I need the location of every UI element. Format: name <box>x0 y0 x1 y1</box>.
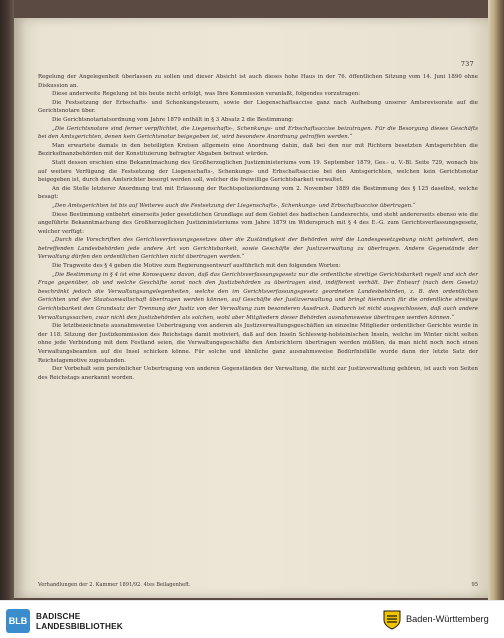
book-page <box>14 18 492 598</box>
blb-logo-icon[interactable] <box>6 609 30 633</box>
library-name-line1[interactable]: BADISCHE <box>36 612 81 621</box>
book-spine <box>0 0 14 600</box>
body-paragraph: „Die Gerichtsnotare sind ferner verpflichtet, die Liegenschafts-, Schenkungs- und Erbschaftsaccise beizutragen. Für die Besorgung dieses Geschäfts bei den Amtsgerichten, denen kein Gerichtsnotar beigegeben ist, wird besondere Anordnung getroffen werden.“ <box>38 125 478 141</box>
partner-name[interactable]: Baden-Württemberg <box>406 614 489 624</box>
body-paragraph: Die letztbezeichnete ausnahmsweise Uebertragung von anderen als Justizverwaltungsgeschäften an einzelne Mitglieder ordentlicher Gerichte wurde in der 118. Sitzung der Justizkommission des Reichstags damit motiviert, daß auf den Inseln Schleswig-holsteinischen Inseln, welche im Winter nicht selten ohne jede Verbindung mit dem Festland seien, die Verwaltungsgeschäfte den Amtsrichtern übertragen werden müßten, da man nicht noch noch einen Verwaltungsbeamten auf die Insel schicken könne. Für solche und ähnliche ganz ausnahmsweise Bedürfnisfälle wurde dann der letzte Satz der Reichstagsmotive zugestanden. <box>38 323 478 364</box>
blb-logo-text: BLB <box>8 616 28 626</box>
body-paragraph: „Durch die Vorschriften des Gerichtsverfassungsgesetzes über die Zuständigkeit der Behörden wird die Landesgesetzgebung nicht gehindert, den betreffenden Landesbehörden jede andere Art von Gerichtsbarkeit, sowie Geschäfte der Justizverwaltung zu übertragen. Andere Gegenstände der Verwaltung dürfen den ordentlichen Gerichten nicht übertragen werden.“ <box>38 237 478 261</box>
body-paragraph: Regelung der Angelegenheit überlassen zu sollen und dieser Absicht ist auch dieses hohe Haus in der 76. öffentlichen Sitzung vom 14. Juni 1890 ohne Diskussion an. <box>38 74 478 89</box>
body-paragraph: Man erwartete damals in den beteiligten Kreisen allgemein eine Anordnung dahin, daß bei den nur mit Richtern besetzten Amtsgerichten die Bezirksfinanzbehörden mit der Konstituierung befragter Abgaben betraut würden. <box>38 142 478 158</box>
body-paragraph: Diese Bestimmung entbehrt einerseits jeder gesetzlichen Grundlage auf dem Gebiet des badischen Landesrechts, und steht andererseits ebenso wie die angeführte Bekanntmachung des Großherzoglichen Justizministeriums vom Jahre 1879 im Widerspruch mit § 4 des E.-G. zum Gerichtsverfassungsgesetz, welcher verfügt: <box>38 211 478 235</box>
baden-wuerttemberg-crest-icon[interactable] <box>382 609 402 631</box>
body-paragraph: Statt dessen erschien eine Bekanntmachung des Großherzoglichen Justizministeriums vom 19. September 1879, Ges.- u. V.-Bl. Seite 729, wonach bis auf weitere Verfügung die Festsetzung der Liegenschafts-, Schenkungs- und Erbschaftsaccise bei den Amtsgerichten, welchen kein Gerichtsnotar beigegeben ist, durch den Amtsrichter besorgt werden soll, welcher die freiwillige Gerichtsbarkeit verwaltet. <box>38 159 478 184</box>
body-paragraph: An die Stelle letzterer Anordnung trat mit Erlassung der Rechtspolizeiordnung vom 2. November 1889 die Bestimmung des § 125 daselbst, welche besagt: <box>38 185 478 201</box>
footer-source: Verhandlungen der 2. Kammer 1891/92. 4tes Beilagenheft. <box>38 582 191 588</box>
page-edge <box>488 0 504 600</box>
page-footer <box>38 582 478 588</box>
body-paragraph: „Die Bestimmung in § 4 ist eine Konsequenz davon, daß das Gerichtsverfassungsgesetz nur die ordentliche streitige Gerichtsbarkeit regelt und sich der Frage gegenüber, ob und welche Geschäfte sonst noch den Justizbehörden zu übertragen sind, indifferent verhält. Der Entwurf (nach dem Gesetz) beschränkt jedoch die Verwaltungsangelegenheiten, welche den im Gerichtsverfassungsgesetz geordneten Landesbehörden, z. B. den ordentlichen Gerichten und der Staatsanwaltschaft übertragen werden können, auf Geschäfte der Justizverwaltung und bringt hierdurch für die ordentliche streitige Gerichtsbarkeit den Grundsatz der Trennung der Justiz von der Verwaltung zum besonderen Ausdruck. Dadurch ist nicht ausgeschlossen, daß auch andere Verwaltungssachen, zwar nicht den Justizbehörden als solchen, wohl aber Mitgliedern dieser Behörden ausnahmsweise übertragen werden können.“ <box>38 271 478 321</box>
library-name-line2[interactable]: LANDESBIBLIOTHEK <box>36 622 123 631</box>
body-text <box>38 73 478 382</box>
body-paragraph: Diese anderweite Regelung ist bis heute nicht erfolgt, was Ihre Kommission veranlaßt, folgendes vorzutragen: <box>52 91 361 98</box>
body-paragraph: „Den Amtsgerichten ist bis auf Weiteres auch die Festsetzung der Liegenschafts-, Schenkungs- und Erbschaftsaccise übertragen.“ <box>52 202 416 209</box>
page-content <box>38 18 478 598</box>
footer-sheet-number: 95 <box>471 582 478 588</box>
footer-banner <box>0 600 504 638</box>
body-paragraph: Die Tragweite des § 4 geben die Motive zum Regierungsentwurf ausführlich mit den folgenden Worten: <box>52 263 341 270</box>
body-paragraph: Die Festsetzung der Erbschafts- und Schenkungsteuern, sowie der Liegenschaftsaccise ganz nach Aufhebung unserer Amtsrevisorate auf die Gerichtsnotare über. <box>38 99 478 115</box>
body-paragraph: Der Vorbehalt sein persönlicher Uebertragung von anderen Gegenständen der Verwaltung, die nicht zur Justizverwaltung gehören, ist auch von Seiten des Reichstags anerkannt worden. <box>38 366 478 381</box>
body-paragraph: Die Gerichtsnotariatsordnung vom Jahre 1879 enthält in § 3 Absatz 2 die Bestimmung: <box>52 116 294 123</box>
page-number: 737 <box>460 60 474 68</box>
